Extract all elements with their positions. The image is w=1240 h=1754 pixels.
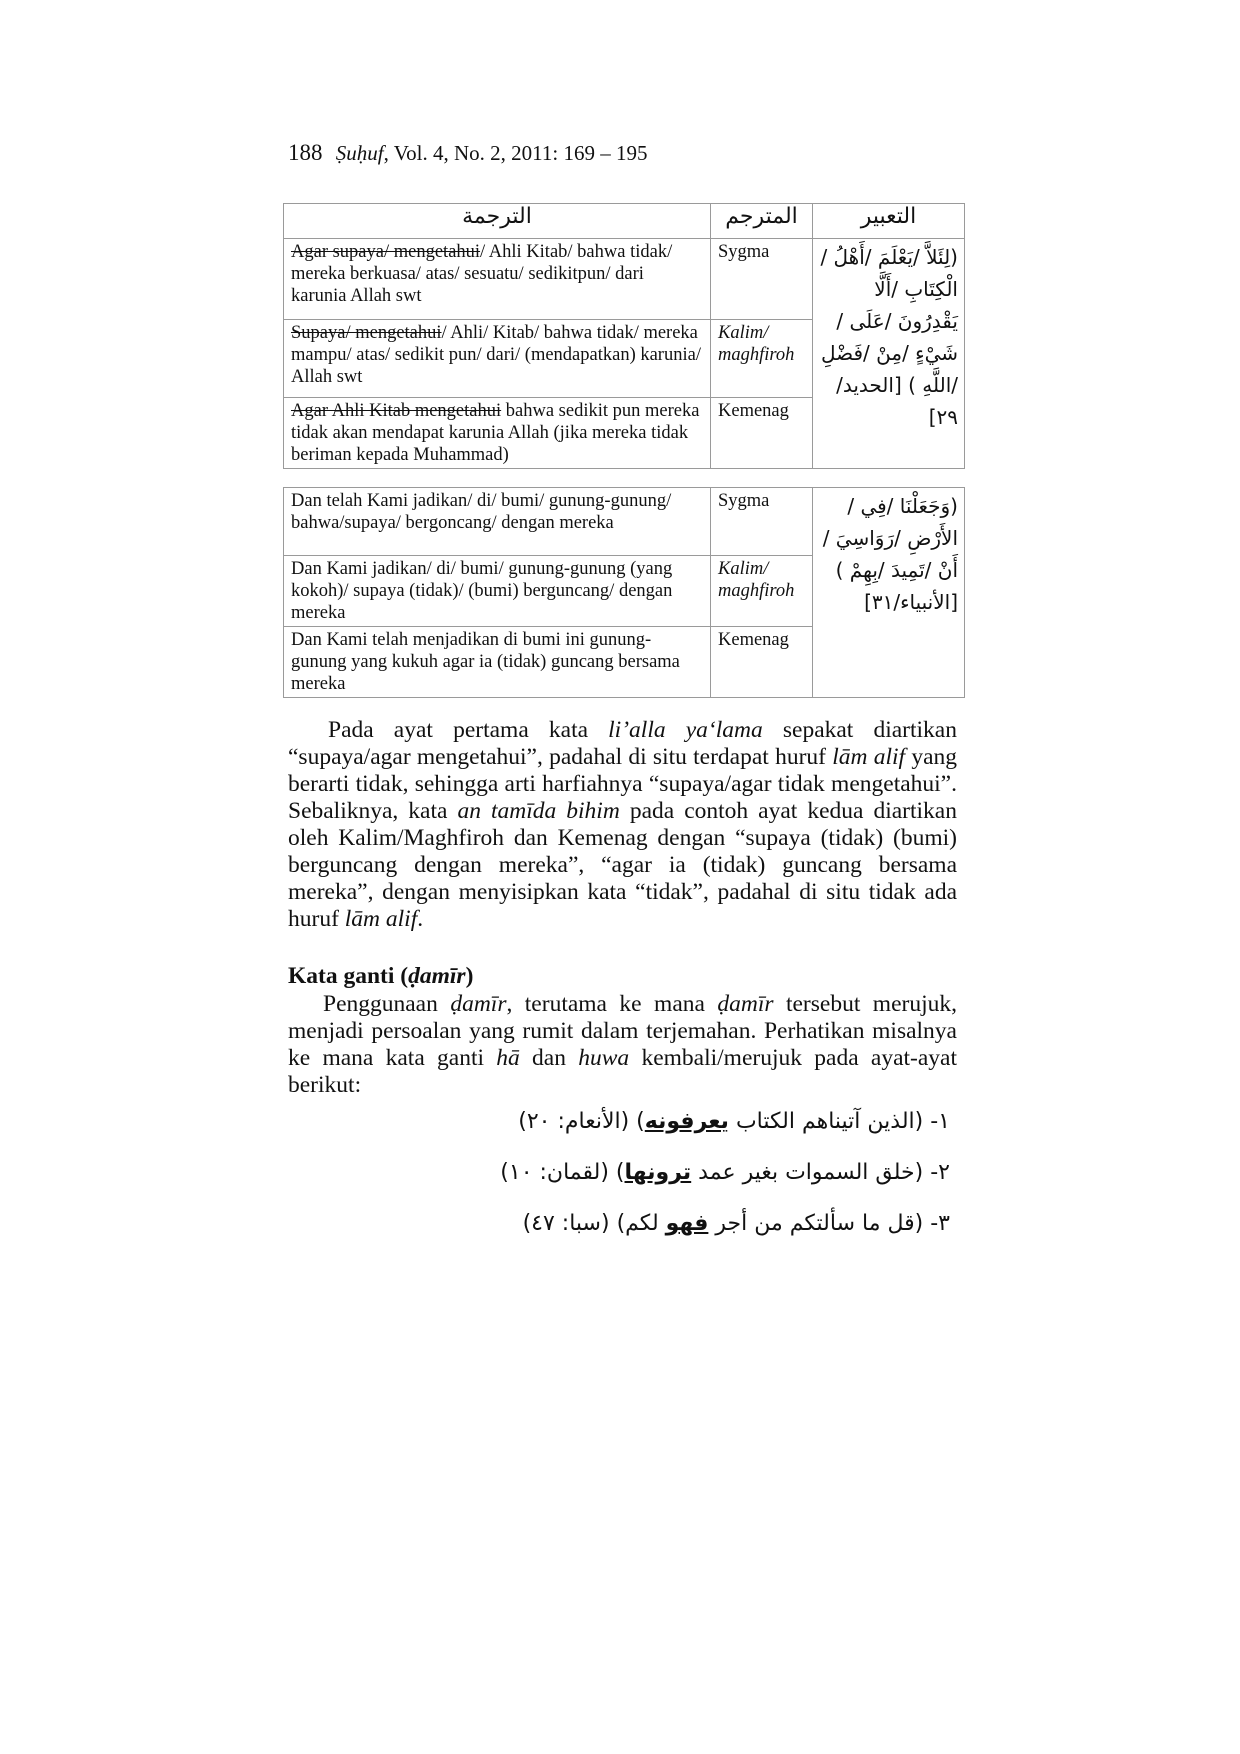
underlined-pronoun: يعرفونه	[644, 1109, 729, 1134]
transliteration: ḍamīr	[450, 991, 507, 1017]
struck-text: Agar Ahli Kitab mengetahui	[291, 401, 502, 421]
translation-text: bahwa sedikit pun mereka tidak akan mendapat karunia Allah (jika mereka tidak beriman kepada Muhammad)	[291, 401, 700, 465]
translation-cell: Dan Kami jadikan/ di/ bumi/ gunung-gunung (yang kokoh)/ supaya (tidak)/ (bumi) berguncang/ dengan mereka	[284, 556, 711, 627]
page-number: 188	[288, 140, 323, 165]
translation-text: / Ahli/ Kitab/ bahwa tidak/ mereka mampu/ atas/ sedikit pun/ dari/ (mendapatkan) karunia/ Allah swt	[291, 323, 701, 387]
underlined-pronoun: فهو	[665, 1211, 709, 1236]
translation-cell: Dan Kami telah menjadikan di bumi ini gunung-gunung yang kukuh agar ia (tidak) guncang bersama mereka	[284, 627, 711, 698]
verse-text: ) (الأنعام: ٢٠)	[518, 1109, 645, 1134]
body-paragraph-1	[288, 717, 957, 933]
translation-table-2	[283, 487, 965, 698]
transliteration: li’alla ya‘lama	[608, 717, 763, 743]
translator-cell: Kemenag	[711, 627, 813, 698]
table-header-row	[284, 204, 965, 239]
arabic-verse-cell: (وَجَعَلْنَا /فِي /الأَرْضِ /رَوَاسِيَ /أَنْ /تَمِيدَ /بِهِمْ ) [الأنبياء/٣١]	[813, 488, 965, 698]
text-run: kembali/merujuk pada ayat-ayat berikut:	[288, 1045, 957, 1098]
body-paragraph-2	[288, 991, 957, 1099]
header-translation: الترجمة	[284, 204, 711, 239]
transliteration: ḍamīr	[717, 991, 774, 1017]
text-run: dan	[519, 1045, 579, 1071]
table-row	[284, 239, 965, 320]
text-run: sepakat diartikan “supaya/agar mengetahui”, padahal di situ terdapat huruf	[288, 717, 957, 770]
verse-text: لكم) (سبا: ٤٧)	[522, 1211, 666, 1236]
running-header	[288, 140, 647, 166]
translation-cell	[284, 320, 711, 398]
header-translator: المترجم	[711, 204, 813, 239]
arabic-verse-cell: (لِئَلاَّ /يَعْلَمَ /أَهْلُ /الْكِتَابِ /أَلَّا يَقْدِرُونَ /عَلَى /شَيْءٍ /مِنْ /فَضْلِ /اللَّهِ ) [الحديد/٢٩]	[813, 239, 965, 469]
verse-example	[480, 1198, 950, 1249]
verse-text: ٢- (خلق السموات بغير عمد	[691, 1160, 950, 1185]
verse-example	[480, 1096, 950, 1147]
translation-cell	[284, 398, 711, 469]
struck-text: Agar supaya/ mengetahui	[291, 242, 481, 262]
verse-examples-list	[480, 1096, 950, 1249]
verse-example	[480, 1147, 950, 1198]
struck-text: Supaya/ mengetahui	[291, 323, 442, 343]
translation-cell: Dan telah Kami jadikan/ di/ bumi/ gunung-gunung/ bahwa/supaya/ bergoncang/ dengan mereka	[284, 488, 711, 556]
text-run: Pada ayat pertama kata	[328, 717, 609, 743]
translator-cell: Sygma	[711, 488, 813, 556]
heading-text: Kata ganti (	[288, 963, 409, 989]
translation-cell	[284, 239, 711, 320]
table-row	[284, 488, 965, 556]
text-run: , terutama ke mana	[506, 991, 718, 1017]
translator-cell: Kalim/ maghfiroh	[711, 556, 813, 627]
verse-text: ٣- (قل ما سألتكم من أجر	[708, 1211, 950, 1236]
translator-cell: Sygma	[711, 239, 813, 320]
journal-name: Ṣuḥuf	[335, 141, 384, 165]
underlined-pronoun: ترونها	[624, 1160, 692, 1185]
verse-text: ) (لقمان: ١٠)	[500, 1160, 625, 1185]
section-heading	[288, 963, 473, 990]
translator-cell: Kalim/ maghfiroh	[711, 320, 813, 398]
text-run: .	[417, 906, 424, 932]
transliteration: lām alif	[832, 744, 906, 770]
header-expression: التعبير	[813, 204, 965, 239]
text-run: Penggunaan	[323, 991, 451, 1017]
journal-citation: , Vol. 4, No. 2, 2011: 169 – 195	[383, 141, 648, 165]
text-run: yang berarti tidak, sehingga arti harfiahnya “supaya/agar tidak mengetahui”. Sebaliknya, kata	[288, 744, 957, 824]
translation-text: / Ahli Kitab/ bahwa tidak/ mereka berkuasa/ atas/ sesuatu/ sedikitpun/ dari karunia Allah swt	[291, 242, 673, 306]
text-run: pada contoh ayat kedua diartikan oleh Kalim/Maghfiroh dan Kemenag dengan “supaya (tidak) (bumi) berguncang dengan mereka”, “agar ia (tidak) guncang bersama mereka”, dengan menyisipkan kata “tidak”, padahal di situ tidak ada huruf	[288, 798, 957, 932]
transliteration: an tamīda bihim	[457, 798, 620, 824]
transliteration: lām alif	[344, 906, 418, 932]
heading-text: )	[465, 963, 474, 989]
transliteration: huwa	[578, 1045, 630, 1071]
verse-text: ١- (الذين آتيناهم الكتاب	[728, 1109, 950, 1134]
text-run: tersebut merujuk, menjadi persoalan yang rumit dalam terjemahan. Perhatikan misalnya ke mana kata ganti	[288, 991, 957, 1071]
translation-table-1	[283, 203, 965, 469]
translator-cell: Kemenag	[711, 398, 813, 469]
transliteration: hā	[496, 1045, 520, 1071]
heading-term: ḍamīr	[408, 963, 466, 989]
